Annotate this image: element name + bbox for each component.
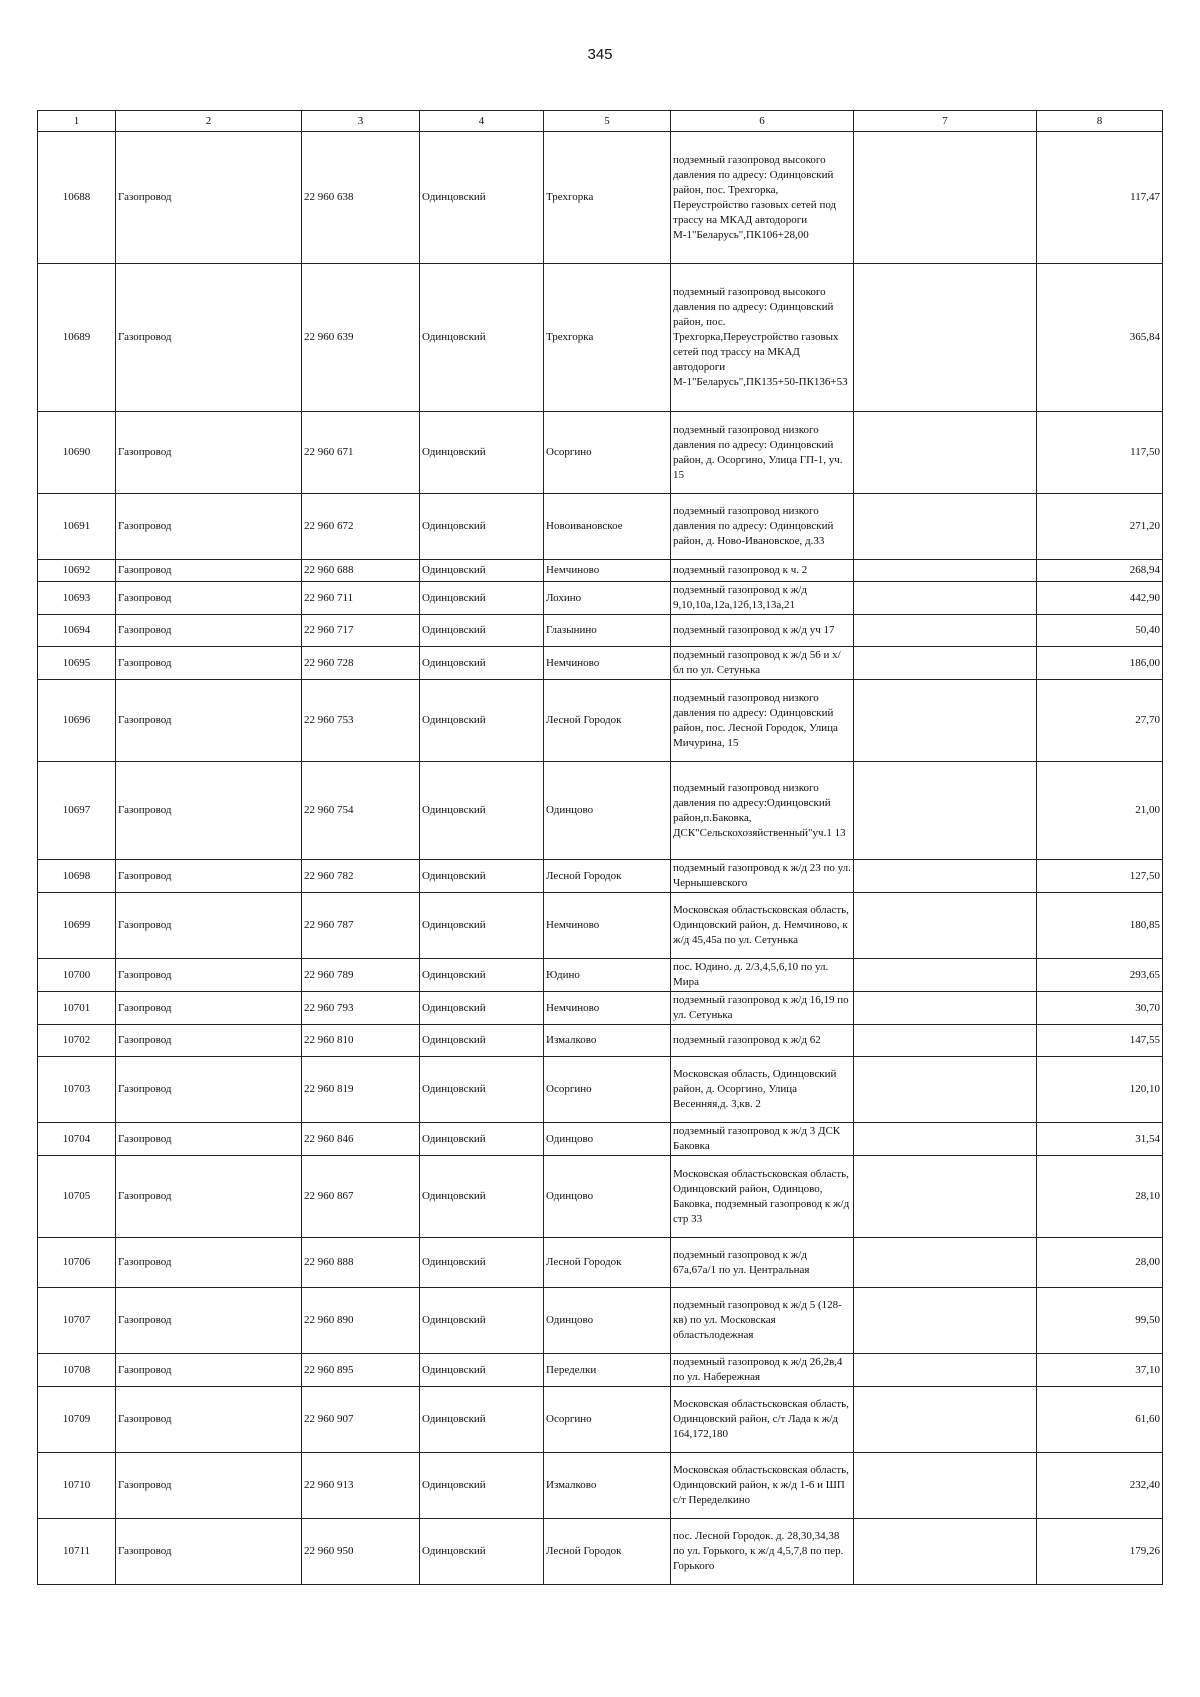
table-row (38, 1288, 1163, 1354)
header-cell: 7 (854, 111, 1037, 132)
page-number: 345 (587, 46, 613, 63)
value-cell: 293,65 (1037, 959, 1163, 992)
value-cell: 120,10 (1037, 1057, 1163, 1123)
empty-cell (854, 132, 1037, 264)
district-cell: Одинцовский (420, 680, 544, 762)
code-cell: 22 960 753 (302, 680, 420, 762)
empty-cell (854, 494, 1037, 560)
table-row (38, 615, 1163, 647)
description-cell: Московская областьсковская область, Одинцовский район, с/т Лада к ж/д 164,172,180 (671, 1387, 854, 1453)
empty-cell (854, 762, 1037, 860)
header-cell: 1 (38, 111, 116, 132)
object-name-cell: Газопровод (116, 264, 302, 412)
table-row (38, 412, 1163, 494)
locality-cell: Лесной Городок (544, 1519, 671, 1585)
object-name-cell: Газопровод (116, 1387, 302, 1453)
code-cell: 22 960 890 (302, 1288, 420, 1354)
row-number-cell: 10693 (38, 582, 116, 615)
locality-cell: Одинцово (544, 762, 671, 860)
value-cell: 186,00 (1037, 647, 1163, 680)
empty-cell (854, 1025, 1037, 1057)
value-cell: 147,55 (1037, 1025, 1163, 1057)
row-number-cell: 10702 (38, 1025, 116, 1057)
row-number-cell: 10695 (38, 647, 116, 680)
description-cell: подземный газопровод высокого давления по адресу: Одинцовский район, пос. Трехгорка,Переустройство газовых сетей под трассу на МКАД автодороги М-1"Беларусь",ПК135+50-ПК136+53 (671, 264, 854, 412)
object-name-cell: Газопровод (116, 959, 302, 992)
code-cell: 22 960 810 (302, 1025, 420, 1057)
district-cell: Одинцовский (420, 494, 544, 560)
district-cell: Одинцовский (420, 647, 544, 680)
object-name-cell: Газопровод (116, 647, 302, 680)
code-cell: 22 960 793 (302, 992, 420, 1025)
value-cell: 179,26 (1037, 1519, 1163, 1585)
code-cell: 22 960 907 (302, 1387, 420, 1453)
empty-cell (854, 1123, 1037, 1156)
district-cell: Одинцовский (420, 1453, 544, 1519)
code-cell: 22 960 754 (302, 762, 420, 860)
description-cell: подземный газопровод к ж/д уч 17 (671, 615, 854, 647)
description-cell: подземный газопровод к ж/д 62 (671, 1025, 854, 1057)
description-cell: Московская областьсковская область, Одинцовский район, Одинцово, Баковка, подземный газопровод к ж/д стр 33 (671, 1156, 854, 1238)
row-number-cell: 10694 (38, 615, 116, 647)
object-name-cell: Газопровод (116, 1354, 302, 1387)
object-name-cell: Газопровод (116, 1519, 302, 1585)
district-cell: Одинцовский (420, 762, 544, 860)
object-name-cell: Газопровод (116, 1025, 302, 1057)
value-cell: 127,50 (1037, 860, 1163, 893)
object-name-cell: Газопровод (116, 1288, 302, 1354)
table-row (38, 1156, 1163, 1238)
code-cell: 22 960 888 (302, 1238, 420, 1288)
locality-cell: Лесной Городок (544, 680, 671, 762)
empty-cell (854, 1519, 1037, 1585)
locality-cell: Осоргино (544, 412, 671, 494)
row-number-cell: 10705 (38, 1156, 116, 1238)
empty-cell (854, 582, 1037, 615)
code-cell: 22 960 913 (302, 1453, 420, 1519)
code-cell: 22 960 819 (302, 1057, 420, 1123)
table-row (38, 1123, 1163, 1156)
district-cell: Одинцовский (420, 412, 544, 494)
empty-cell (854, 560, 1037, 582)
table-row (38, 860, 1163, 893)
table-row (38, 647, 1163, 680)
locality-cell: Немчиново (544, 560, 671, 582)
value-cell: 232,40 (1037, 1453, 1163, 1519)
row-number-cell: 10707 (38, 1288, 116, 1354)
empty-cell (854, 647, 1037, 680)
district-cell: Одинцовский (420, 1288, 544, 1354)
district-cell: Одинцовский (420, 132, 544, 264)
value-cell: 117,50 (1037, 412, 1163, 494)
table-row (38, 1519, 1163, 1585)
row-number-cell: 10691 (38, 494, 116, 560)
row-number-cell: 10690 (38, 412, 116, 494)
locality-cell: Одинцово (544, 1288, 671, 1354)
value-cell: 27,70 (1037, 680, 1163, 762)
object-name-cell: Газопровод (116, 615, 302, 647)
value-cell: 117,47 (1037, 132, 1163, 264)
empty-cell (854, 1354, 1037, 1387)
description-cell: подземный газопровод к ж/д 9,10,10а,12а,12б,13,13а,21 (671, 582, 854, 615)
code-cell: 22 960 688 (302, 560, 420, 582)
row-number-cell: 10711 (38, 1519, 116, 1585)
district-cell: Одинцовский (420, 1156, 544, 1238)
empty-cell (854, 680, 1037, 762)
row-number-cell: 10706 (38, 1238, 116, 1288)
code-cell: 22 960 717 (302, 615, 420, 647)
table-row (38, 1057, 1163, 1123)
code-cell: 22 960 846 (302, 1123, 420, 1156)
value-cell: 28,10 (1037, 1156, 1163, 1238)
locality-cell: Осоргино (544, 1387, 671, 1453)
header-row (38, 111, 1163, 132)
district-cell: Одинцовский (420, 1025, 544, 1057)
code-cell: 22 960 895 (302, 1354, 420, 1387)
description-cell: пос. Лесной Городок. д. 28,30,34,38 по ул. Горького, к ж/д 4,5,7,8 по пер. Горького (671, 1519, 854, 1585)
empty-cell (854, 1288, 1037, 1354)
object-name-cell: Газопровод (116, 860, 302, 893)
district-cell: Одинцовский (420, 1123, 544, 1156)
object-name-cell: Газопровод (116, 494, 302, 560)
district-cell: Одинцовский (420, 1057, 544, 1123)
header-cell: 5 (544, 111, 671, 132)
code-cell: 22 960 950 (302, 1519, 420, 1585)
locality-cell: Измалково (544, 1453, 671, 1519)
value-cell: 37,10 (1037, 1354, 1163, 1387)
locality-cell: Лохино (544, 582, 671, 615)
empty-cell (854, 1387, 1037, 1453)
value-cell: 268,94 (1037, 560, 1163, 582)
locality-cell: Измалково (544, 1025, 671, 1057)
description-cell: подземный газопровод к ж/д 67а,67а/1 по ул. Центральная (671, 1238, 854, 1288)
header-cell: 8 (1037, 111, 1163, 132)
header-cell: 3 (302, 111, 420, 132)
locality-cell: Одинцово (544, 1156, 671, 1238)
object-name-cell: Газопровод (116, 1453, 302, 1519)
locality-cell: Немчиново (544, 893, 671, 959)
description-cell: подземный газопровод к ж/д 5 (128-кв) по ул. Московская областьлодежная (671, 1288, 854, 1354)
row-number-cell: 10710 (38, 1453, 116, 1519)
table-row (38, 1453, 1163, 1519)
district-cell: Одинцовский (420, 1238, 544, 1288)
locality-cell: Переделки (544, 1354, 671, 1387)
code-cell: 22 960 711 (302, 582, 420, 615)
table-row (38, 264, 1163, 412)
district-cell: Одинцовский (420, 893, 544, 959)
code-cell: 22 960 867 (302, 1156, 420, 1238)
table-row (38, 1025, 1163, 1057)
row-number-cell: 10688 (38, 132, 116, 264)
locality-cell: Одинцово (544, 1123, 671, 1156)
description-cell: Московская областьсковская область, Одинцовский район, д. Немчиново, к ж/д 45,45а по ул. Сетунька (671, 893, 854, 959)
locality-cell: Немчиново (544, 647, 671, 680)
table-row (38, 560, 1163, 582)
table-row (38, 992, 1163, 1025)
description-cell: пос. Юдино. д. 2/3,4,5,6,10 по ул. Мира (671, 959, 854, 992)
empty-cell (854, 992, 1037, 1025)
locality-cell: Трехгорка (544, 264, 671, 412)
empty-cell (854, 860, 1037, 893)
code-cell: 22 960 638 (302, 132, 420, 264)
row-number-cell: 10709 (38, 1387, 116, 1453)
description-cell: подземный газопровод к ж/д 23 по ул. Чернышевского (671, 860, 854, 893)
description-cell: подземный газопровод к ж/д 26,2в,4 по ул. Набережная (671, 1354, 854, 1387)
object-name-cell: Газопровод (116, 992, 302, 1025)
district-cell: Одинцовский (420, 615, 544, 647)
value-cell: 271,20 (1037, 494, 1163, 560)
locality-cell: Лесной Городок (544, 1238, 671, 1288)
row-number-cell: 10696 (38, 680, 116, 762)
description-cell: подземный газопровод к ч. 2 (671, 560, 854, 582)
header-cell: 4 (420, 111, 544, 132)
object-name-cell: Газопровод (116, 560, 302, 582)
empty-cell (854, 264, 1037, 412)
table-row (38, 1387, 1163, 1453)
row-number-cell: 10698 (38, 860, 116, 893)
district-cell: Одинцовский (420, 959, 544, 992)
value-cell: 365,84 (1037, 264, 1163, 412)
row-number-cell: 10700 (38, 959, 116, 992)
object-name-cell: Газопровод (116, 893, 302, 959)
row-number-cell: 10699 (38, 893, 116, 959)
description-cell: подземный газопровод к ж/д 16,19 по ул. Сетунька (671, 992, 854, 1025)
locality-cell: Трехгорка (544, 132, 671, 264)
object-name-cell: Газопровод (116, 132, 302, 264)
code-cell: 22 960 728 (302, 647, 420, 680)
description-cell: подземный газопровод к ж/д 3 ДСК Баковка (671, 1123, 854, 1156)
code-cell: 22 960 639 (302, 264, 420, 412)
row-number-cell: 10701 (38, 992, 116, 1025)
table-row (38, 494, 1163, 560)
locality-cell: Лесной Городок (544, 860, 671, 893)
value-cell: 50,40 (1037, 615, 1163, 647)
code-cell: 22 960 782 (302, 860, 420, 893)
object-name-cell: Газопровод (116, 762, 302, 860)
table-row (38, 582, 1163, 615)
value-cell: 30,70 (1037, 992, 1163, 1025)
table-row (38, 893, 1163, 959)
locality-cell: Новоивановское (544, 494, 671, 560)
table-row (38, 1354, 1163, 1387)
code-cell: 22 960 672 (302, 494, 420, 560)
value-cell: 99,50 (1037, 1288, 1163, 1354)
object-name-cell: Газопровод (116, 1238, 302, 1288)
description-cell: Московская область, Одинцовский район, д. Осоргино, Улица Весенняя,д. 3,кв. 2 (671, 1057, 854, 1123)
empty-cell (854, 615, 1037, 647)
district-cell: Одинцовский (420, 264, 544, 412)
description-cell: подземный газопровод низкого давления по адресу: Одинцовский район, д. Ново-Ивановское, д.33 (671, 494, 854, 560)
empty-cell (854, 1238, 1037, 1288)
description-cell: подземный газопровод высокого давления по адресу: Одинцовский район, пос. Трехгорка, Переустройство газовых сетей под трассу на МКАД автодороги М-1"Беларусь",ПК106+28,00 (671, 132, 854, 264)
description-cell: Московская областьсковская область, Одинцовский район, к ж/д 1-6 и ШП с/т Переделкино (671, 1453, 854, 1519)
table-row (38, 680, 1163, 762)
empty-cell (854, 1057, 1037, 1123)
district-cell: Одинцовский (420, 582, 544, 615)
row-number-cell: 10697 (38, 762, 116, 860)
empty-cell (854, 412, 1037, 494)
row-number-cell: 10689 (38, 264, 116, 412)
description-cell: подземный газопровод низкого давления по адресу:Одинцовский район,п.Баковка, ДСК"Сельскохозяйственный"уч.1 13 (671, 762, 854, 860)
empty-cell (854, 959, 1037, 992)
description-cell: подземный газопровод низкого давления по адресу: Одинцовский район, пос. Лесной Городок, Улица Мичурина, 15 (671, 680, 854, 762)
empty-cell (854, 1453, 1037, 1519)
header-cell: 6 (671, 111, 854, 132)
registry-table (37, 110, 1163, 1585)
value-cell: 21,00 (1037, 762, 1163, 860)
object-name-cell: Газопровод (116, 582, 302, 615)
code-cell: 22 960 787 (302, 893, 420, 959)
district-cell: Одинцовский (420, 992, 544, 1025)
value-cell: 31,54 (1037, 1123, 1163, 1156)
row-number-cell: 10703 (38, 1057, 116, 1123)
value-cell: 28,00 (1037, 1238, 1163, 1288)
object-name-cell: Газопровод (116, 1123, 302, 1156)
table-row (38, 132, 1163, 264)
header-cell: 2 (116, 111, 302, 132)
table-row (38, 959, 1163, 992)
table-row (38, 1238, 1163, 1288)
district-cell: Одинцовский (420, 1387, 544, 1453)
value-cell: 180,85 (1037, 893, 1163, 959)
empty-cell (854, 893, 1037, 959)
object-name-cell: Газопровод (116, 1156, 302, 1238)
object-name-cell: Газопровод (116, 1057, 302, 1123)
code-cell: 22 960 671 (302, 412, 420, 494)
object-name-cell: Газопровод (116, 680, 302, 762)
row-number-cell: 10704 (38, 1123, 116, 1156)
description-cell: подземный газопровод низкого давления по адресу: Одинцовский район, д. Осоргино, Улица ГП-1, уч. 15 (671, 412, 854, 494)
locality-cell: Осоргино (544, 1057, 671, 1123)
district-cell: Одинцовский (420, 1519, 544, 1585)
description-cell: подземный газопровод к ж/д 56 и х/бл по ул. Сетунька (671, 647, 854, 680)
locality-cell: Глазынино (544, 615, 671, 647)
district-cell: Одинцовский (420, 860, 544, 893)
empty-cell (854, 1156, 1037, 1238)
value-cell: 442,90 (1037, 582, 1163, 615)
value-cell: 61,60 (1037, 1387, 1163, 1453)
object-name-cell: Газопровод (116, 412, 302, 494)
code-cell: 22 960 789 (302, 959, 420, 992)
row-number-cell: 10708 (38, 1354, 116, 1387)
table-row (38, 762, 1163, 860)
locality-cell: Юдино (544, 959, 671, 992)
district-cell: Одинцовский (420, 560, 544, 582)
row-number-cell: 10692 (38, 560, 116, 582)
locality-cell: Немчиново (544, 992, 671, 1025)
district-cell: Одинцовский (420, 1354, 544, 1387)
